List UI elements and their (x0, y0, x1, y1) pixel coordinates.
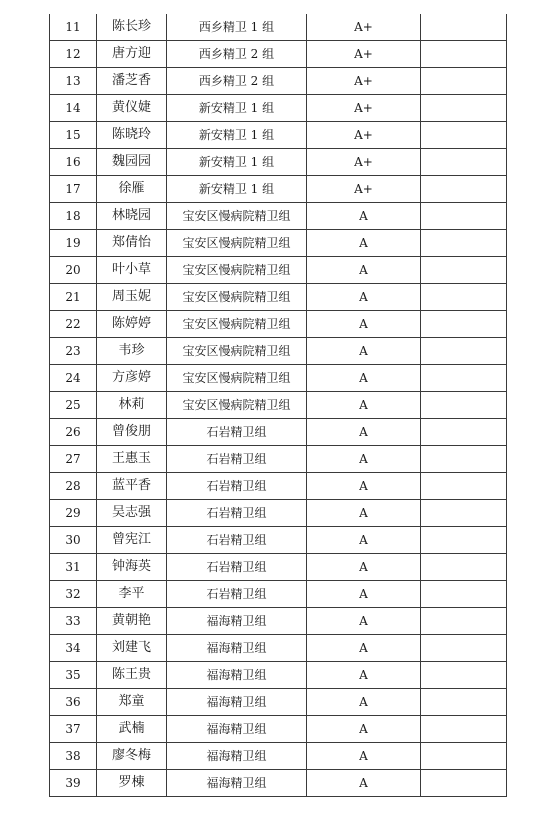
group-cell: 宝安区慢病院精卫组 (167, 203, 307, 230)
group-cell: 石岩精卫组 (167, 581, 307, 608)
group-cell: 福海精卫组 (167, 608, 307, 635)
group-cell: 石岩精卫组 (167, 500, 307, 527)
group-cell: 新安精卫 1 组 (167, 176, 307, 203)
remark-cell (421, 68, 507, 95)
row-number-cell: 22 (50, 311, 97, 338)
row-number-cell: 32 (50, 581, 97, 608)
group-cell: 福海精卫组 (167, 770, 307, 797)
name-cell: 廖冬梅 (97, 743, 167, 770)
remark-cell (421, 365, 507, 392)
name-cell: 周玉妮 (97, 284, 167, 311)
name-cell: 陈婷婷 (97, 311, 167, 338)
group-cell: 新安精卫 1 组 (167, 95, 307, 122)
row-number-cell: 28 (50, 473, 97, 500)
row-number-cell: 18 (50, 203, 97, 230)
grade-cell: A+ (307, 122, 421, 149)
row-number-cell: 16 (50, 149, 97, 176)
table-row (50, 338, 507, 365)
group-cell: 宝安区慢病院精卫组 (167, 311, 307, 338)
group-cell: 石岩精卫组 (167, 554, 307, 581)
name-cell: 林莉 (97, 392, 167, 419)
table-row (50, 257, 507, 284)
name-cell: 郑童 (97, 689, 167, 716)
table-row (50, 716, 507, 743)
row-number-cell: 38 (50, 743, 97, 770)
grade-cell: A (307, 257, 421, 284)
grade-cell: A (307, 473, 421, 500)
row-number-cell: 11 (50, 14, 97, 41)
row-number-cell: 39 (50, 770, 97, 797)
name-cell: 郑倩怡 (97, 230, 167, 257)
table-row (50, 203, 507, 230)
remark-cell (421, 392, 507, 419)
grade-cell: A (307, 554, 421, 581)
row-number-cell: 21 (50, 284, 97, 311)
group-cell: 宝安区慢病院精卫组 (167, 284, 307, 311)
grade-cell: A (307, 284, 421, 311)
table-row (50, 311, 507, 338)
table-row (50, 581, 507, 608)
grade-cell: A+ (307, 68, 421, 95)
grade-cell: A (307, 770, 421, 797)
remark-cell (421, 419, 507, 446)
remark-cell (421, 716, 507, 743)
remark-cell (421, 500, 507, 527)
table-row (50, 770, 507, 797)
name-cell: 魏园园 (97, 149, 167, 176)
group-cell: 福海精卫组 (167, 716, 307, 743)
row-number-cell: 12 (50, 41, 97, 68)
grade-cell: A (307, 527, 421, 554)
table-row (50, 14, 507, 41)
table-row (50, 95, 507, 122)
remark-cell (421, 581, 507, 608)
remark-cell (421, 257, 507, 284)
row-number-cell: 37 (50, 716, 97, 743)
remark-cell (421, 41, 507, 68)
grade-cell: A (307, 311, 421, 338)
name-cell: 黄朝艳 (97, 608, 167, 635)
remark-cell (421, 554, 507, 581)
remark-cell (421, 149, 507, 176)
row-number-cell: 35 (50, 662, 97, 689)
row-number-cell: 29 (50, 500, 97, 527)
grade-cell: A (307, 662, 421, 689)
grade-cell: A (307, 230, 421, 257)
table-row (50, 41, 507, 68)
grade-cell: A (307, 338, 421, 365)
table-row (50, 149, 507, 176)
name-cell: 吴志强 (97, 500, 167, 527)
row-number-cell: 13 (50, 68, 97, 95)
row-number-cell: 34 (50, 635, 97, 662)
group-cell: 宝安区慢病院精卫组 (167, 338, 307, 365)
group-cell: 福海精卫组 (167, 689, 307, 716)
name-cell: 曾宪江 (97, 527, 167, 554)
name-cell: 刘建飞 (97, 635, 167, 662)
table-row (50, 527, 507, 554)
group-cell: 新安精卫 1 组 (167, 122, 307, 149)
grade-cell: A (307, 446, 421, 473)
name-cell: 曾俊朋 (97, 419, 167, 446)
group-cell: 福海精卫组 (167, 662, 307, 689)
name-cell: 王惠玉 (97, 446, 167, 473)
name-cell: 陈晓玲 (97, 122, 167, 149)
table-row (50, 662, 507, 689)
group-cell: 石岩精卫组 (167, 473, 307, 500)
table-row (50, 68, 507, 95)
name-cell: 钟海英 (97, 554, 167, 581)
name-cell: 潘芝香 (97, 68, 167, 95)
row-number-cell: 14 (50, 95, 97, 122)
row-number-cell: 24 (50, 365, 97, 392)
remark-cell (421, 635, 507, 662)
remark-cell (421, 338, 507, 365)
remark-cell (421, 608, 507, 635)
grade-cell: A (307, 689, 421, 716)
table-row (50, 554, 507, 581)
grade-cell: A (307, 500, 421, 527)
group-cell: 西乡精卫 2 组 (167, 68, 307, 95)
table-row (50, 608, 507, 635)
grade-cell: A (307, 743, 421, 770)
row-number-cell: 31 (50, 554, 97, 581)
remark-cell (421, 122, 507, 149)
table-row (50, 446, 507, 473)
name-cell: 陈长珍 (97, 14, 167, 41)
name-cell: 方彦婷 (97, 365, 167, 392)
remark-cell (421, 14, 507, 41)
remark-cell (421, 473, 507, 500)
group-cell: 福海精卫组 (167, 635, 307, 662)
grade-cell: A+ (307, 95, 421, 122)
remark-cell (421, 662, 507, 689)
group-cell: 宝安区慢病院精卫组 (167, 230, 307, 257)
row-number-cell: 33 (50, 608, 97, 635)
grade-cell: A (307, 608, 421, 635)
grade-cell: A (307, 392, 421, 419)
grade-cell: A (307, 419, 421, 446)
table-row (50, 122, 507, 149)
table-row (50, 473, 507, 500)
name-cell: 叶小草 (97, 257, 167, 284)
row-number-cell: 20 (50, 257, 97, 284)
table-row (50, 419, 507, 446)
row-number-cell: 15 (50, 122, 97, 149)
remark-cell (421, 743, 507, 770)
name-cell: 武楠 (97, 716, 167, 743)
grade-cell: A+ (307, 176, 421, 203)
grade-cell: A (307, 716, 421, 743)
roster-table (49, 14, 507, 797)
remark-cell (421, 230, 507, 257)
name-cell: 黄仪婕 (97, 95, 167, 122)
group-cell: 宝安区慢病院精卫组 (167, 257, 307, 284)
remark-cell (421, 689, 507, 716)
name-cell: 陈王贵 (97, 662, 167, 689)
row-number-cell: 27 (50, 446, 97, 473)
group-cell: 宝安区慢病院精卫组 (167, 365, 307, 392)
table-row (50, 365, 507, 392)
table-row (50, 635, 507, 662)
table-row (50, 230, 507, 257)
grade-cell: A (307, 365, 421, 392)
table-row (50, 176, 507, 203)
name-cell: 李平 (97, 581, 167, 608)
row-number-cell: 25 (50, 392, 97, 419)
remark-cell (421, 311, 507, 338)
grade-cell: A (307, 635, 421, 662)
grade-cell: A (307, 581, 421, 608)
remark-cell (421, 284, 507, 311)
table-row (50, 500, 507, 527)
group-cell: 西乡精卫 1 组 (167, 14, 307, 41)
grade-cell: A+ (307, 41, 421, 68)
remark-cell (421, 446, 507, 473)
row-number-cell: 36 (50, 689, 97, 716)
table-row (50, 743, 507, 770)
group-cell: 西乡精卫 2 组 (167, 41, 307, 68)
table-row (50, 689, 507, 716)
group-cell: 福海精卫组 (167, 743, 307, 770)
name-cell: 蓝平香 (97, 473, 167, 500)
grade-cell: A (307, 203, 421, 230)
group-cell: 宝安区慢病院精卫组 (167, 392, 307, 419)
roster-table-body (50, 14, 507, 797)
table-row (50, 284, 507, 311)
row-number-cell: 17 (50, 176, 97, 203)
name-cell: 唐方迎 (97, 41, 167, 68)
remark-cell (421, 770, 507, 797)
grade-cell: A+ (307, 149, 421, 176)
group-cell: 石岩精卫组 (167, 446, 307, 473)
group-cell: 新安精卫 1 组 (167, 149, 307, 176)
row-number-cell: 26 (50, 419, 97, 446)
name-cell: 徐雁 (97, 176, 167, 203)
remark-cell (421, 527, 507, 554)
remark-cell (421, 176, 507, 203)
name-cell: 罗棟 (97, 770, 167, 797)
remark-cell (421, 95, 507, 122)
row-number-cell: 19 (50, 230, 97, 257)
group-cell: 石岩精卫组 (167, 527, 307, 554)
document-page (49, 14, 506, 797)
name-cell: 韦珍 (97, 338, 167, 365)
remark-cell (421, 203, 507, 230)
group-cell: 石岩精卫组 (167, 419, 307, 446)
table-row (50, 392, 507, 419)
name-cell: 林晓园 (97, 203, 167, 230)
grade-cell: A+ (307, 14, 421, 41)
row-number-cell: 23 (50, 338, 97, 365)
row-number-cell: 30 (50, 527, 97, 554)
